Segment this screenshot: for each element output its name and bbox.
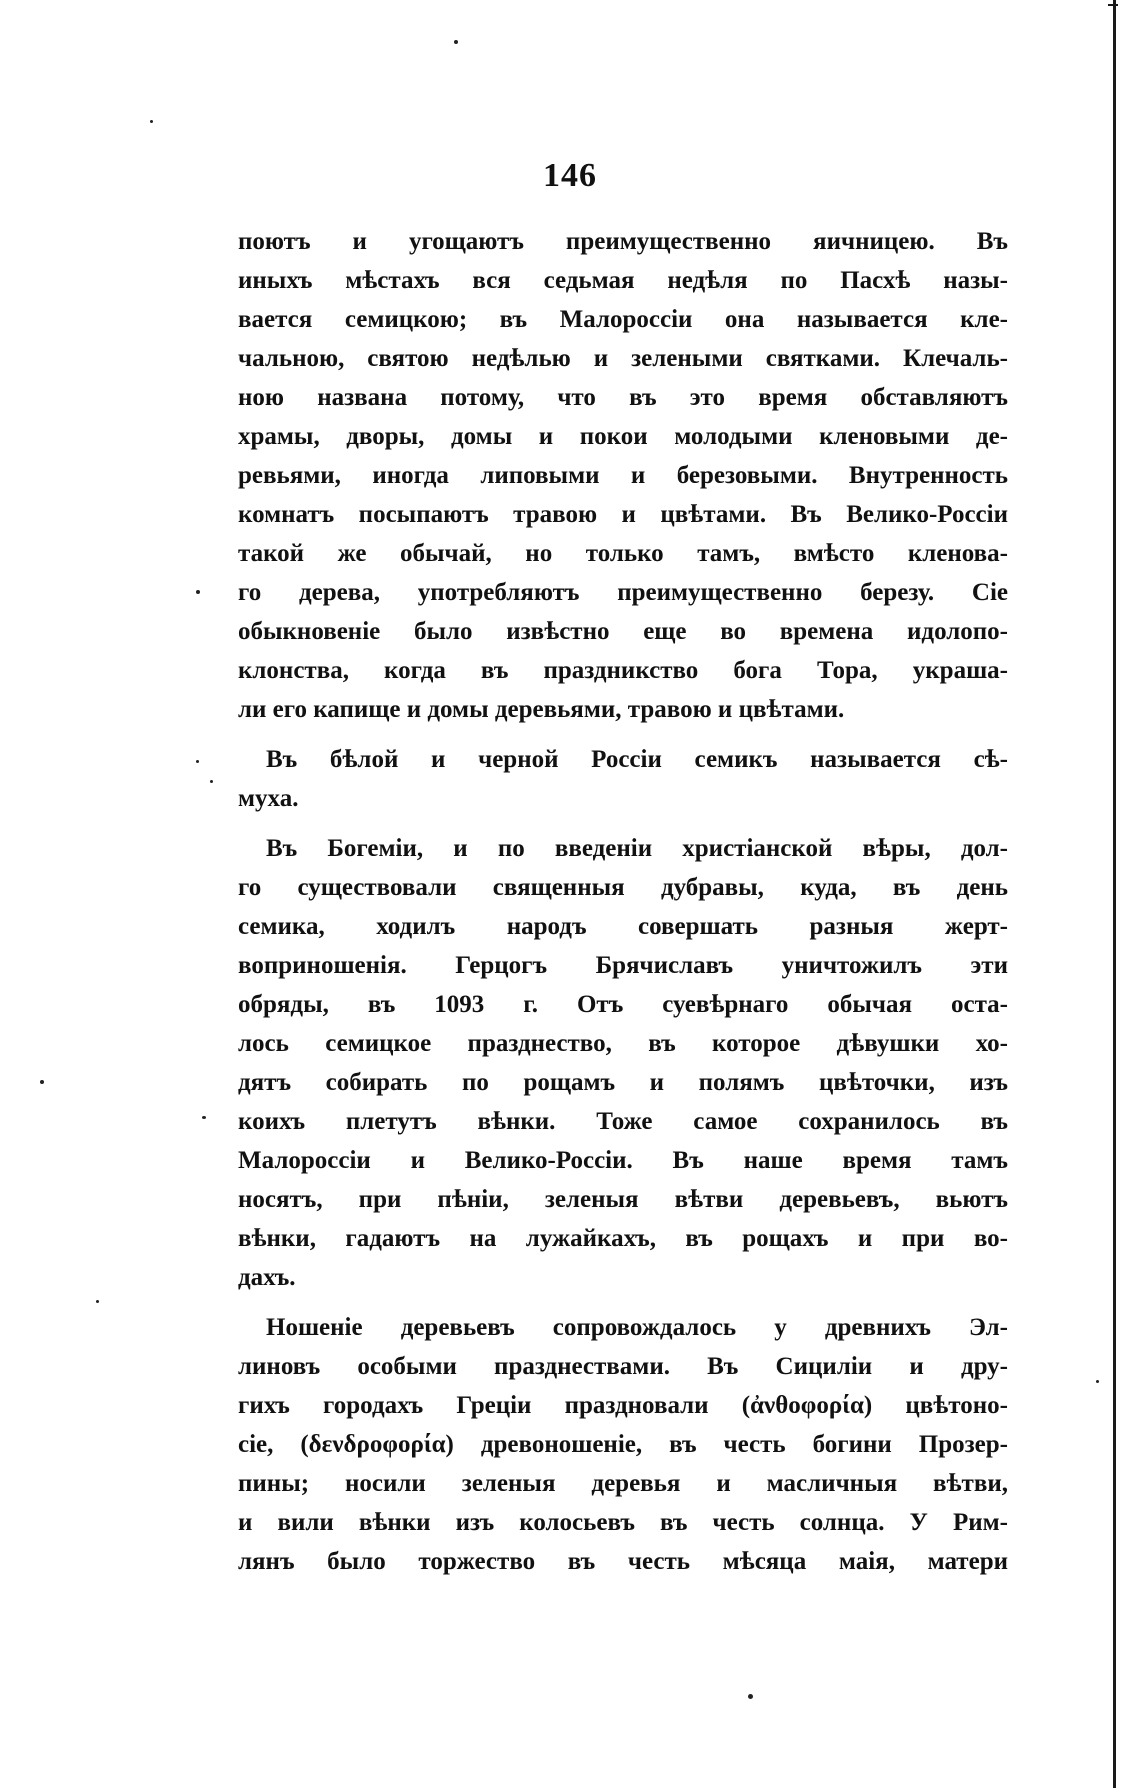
text-line: Въ бѣлой и черной Россіи семикъ называется сѣ- — [266, 746, 1008, 773]
scan-speck — [196, 760, 199, 763]
text-line: Малороссіи и Велико-Россіи. Въ наше время тамъ — [238, 1147, 1008, 1174]
scan-speck — [40, 1080, 44, 1084]
text-line: пины; носили зеленыя деревья и масличныя вѣтви, — [238, 1470, 1008, 1497]
text-line: линовъ особыми празднествами. Въ Сициліи и дру- — [238, 1353, 1008, 1380]
text-line: го существовали священныя дубравы, куда, въ день — [238, 874, 1008, 901]
text-line: комнатъ посыпаютъ травою и цвѣтами. Въ Велико-Россіи — [238, 501, 1008, 528]
text-line: клонства, когда въ праздникство бога Тора, украша- — [238, 657, 1008, 684]
text-line: храмы, дворы, домы и покои молодыми кленовыми де- — [238, 423, 1008, 450]
text-line: лянъ было торжество въ честь мѣсяца маія, матери — [238, 1548, 1008, 1575]
page-number: 146 — [543, 157, 597, 194]
text-line: сіе, (δενδροφορία) древоношеніе, въ честь богини Прозер- — [238, 1431, 1008, 1458]
text-line: лось семицкое празднество, въ которое дѣвушки хо- — [238, 1030, 1008, 1057]
text-line: и вили вѣнки изъ колосьевъ въ честь солнца. У Рим- — [238, 1509, 1008, 1536]
scan-speck — [748, 1694, 753, 1699]
text-line: дахъ. — [238, 1264, 296, 1291]
text-line: муха. — [238, 785, 299, 812]
text-line: воприношенія. Герцогъ Брячиславъ уничтожилъ эти — [238, 952, 1008, 979]
text-line: ною названа потому, что въ это время обставляютъ — [238, 384, 1008, 411]
text-line: обыкновеніе было извѣстно еще во времена идолопо- — [238, 618, 1008, 645]
text-line: Ношеніе деревьевъ сопровождалось у древнихъ Эл- — [266, 1314, 1008, 1341]
scan-speck — [210, 780, 213, 783]
text-line: коихъ плетутъ вѣнки. Тоже самое сохранилось въ — [238, 1108, 1008, 1135]
text-line: обряды, въ 1093 г. Отъ суевѣрнаго обычая оста- — [238, 991, 1008, 1018]
text-line: носятъ, при пѣніи, зеленыя вѣтви деревьевъ, вьютъ — [238, 1186, 1008, 1213]
text-line: поютъ и угощаютъ преимущественно яичницею. Въ — [238, 228, 1008, 255]
text-line: иныхъ мѣстахъ вся седьмая недѣля по Пасхѣ назы- — [238, 267, 1008, 294]
body-text — [238, 222, 1008, 1581]
text-line: ли его капище и домы деревьями, травою и цвѣтами. — [238, 696, 845, 723]
text-line: Въ Богеміи, и по введеніи христіанской вѣры, дол- — [266, 835, 1008, 862]
page-edge-line — [1113, 0, 1116, 1788]
text-line: вѣнки, гадаютъ на лужайкахъ, въ рощахъ и при во- — [238, 1225, 1008, 1252]
text-line: дятъ собирать по рощамъ и полямъ цвѣточки, изъ — [238, 1069, 1008, 1096]
text-line: вается семицкою; въ Малороссіи она называется кле- — [238, 306, 1008, 333]
scan-speck — [96, 1300, 99, 1303]
page-edge-tick — [1108, 4, 1118, 6]
text-line: гихъ городахъ Греціи праздновали (ἀνθοφορία) цвѣтоно- — [238, 1392, 1008, 1419]
scan-speck — [1096, 1380, 1099, 1383]
text-line: ревьями, иногда липовыми и березовыми. Внутренность — [238, 462, 1008, 489]
scan-speck — [150, 120, 153, 123]
scan-speck — [454, 40, 458, 44]
scan-speck — [196, 590, 200, 594]
scan-speck — [202, 1116, 206, 1119]
text-line: такой же обычай, но только тамъ, вмѣсто кленова- — [238, 540, 1008, 567]
text-line: го дерева, употребляютъ преимущественно березу. Сіе — [238, 579, 1008, 606]
text-line: чальною, святою недѣлью и зелеными святками. Клечаль- — [238, 345, 1008, 372]
text-line: семика, ходилъ народъ совершать разныя жерт- — [238, 913, 1008, 940]
